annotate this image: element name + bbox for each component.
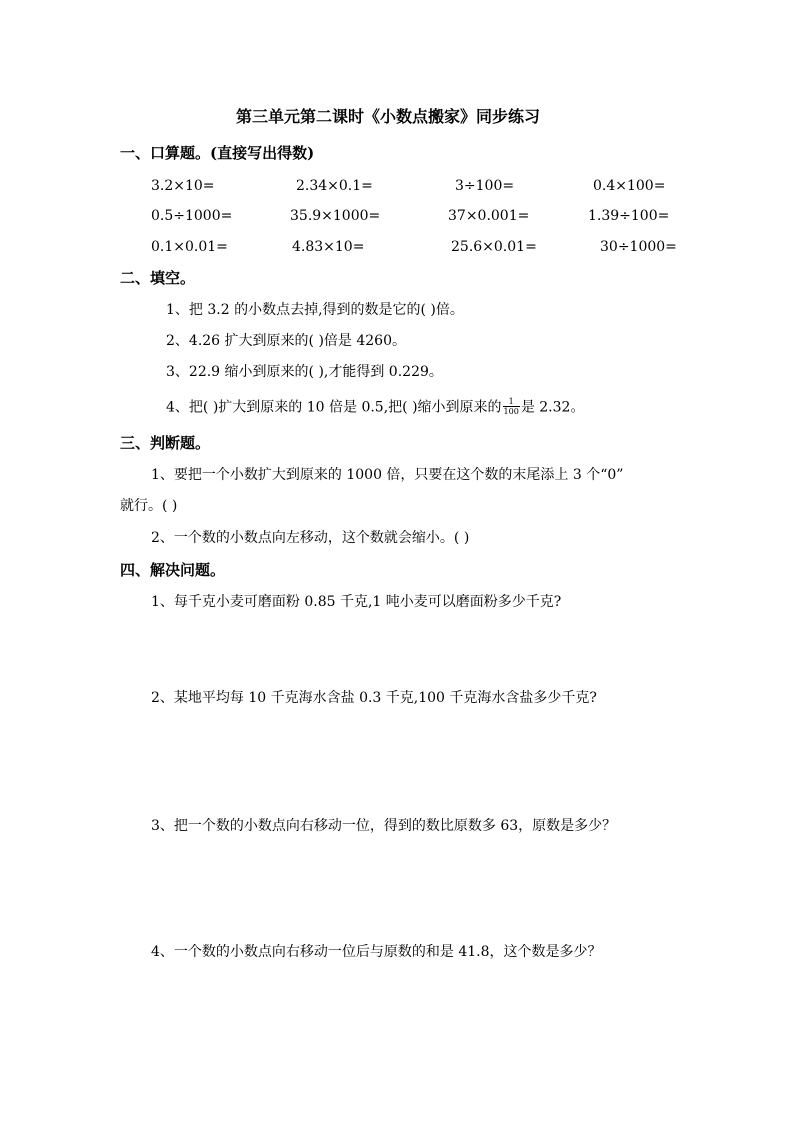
fraction-numerator: 1 [503, 397, 520, 407]
mental-math-item: 1.39÷100= [588, 208, 670, 224]
section-heading-fill-blank: 二、填空。 [120, 269, 196, 287]
mental-math-item: 0.5÷1000= [151, 208, 233, 224]
true-false-question-1-line-2: 就行。( ) [120, 498, 178, 514]
fill-blank-question-4-text-b: 是 2.32。 [520, 399, 585, 416]
word-problem-4: 4、一个数的小数点向右移动一位后与原数的和是 41.8，这个数是多少？ [151, 944, 602, 960]
fill-blank-question-2: 2、4.26 扩大到原来的( )倍是 4260。 [166, 333, 406, 349]
section-heading-true-false: 三、判断题。 [120, 434, 211, 452]
section-heading-word-problems: 四、解决问题。 [120, 561, 226, 579]
mental-math-item: 35.9×1000= [290, 208, 381, 224]
true-false-question-2: 2、一个数的小数点向左移动，这个数就会缩小。( ) [151, 530, 470, 546]
section-heading-mental-math: 一、口算题。(直接写出得数) [120, 144, 315, 162]
mental-math-item: 0.1×0.01= [151, 239, 228, 255]
word-problem-2: 2、某地平均每 10 千克海水含盐 0.3 千克,100 千克海水含盐多少千克? [151, 690, 597, 706]
word-problem-3: 3、把一个数的小数点向右移动一位，得到的数比原数多 63，原数是多少？ [151, 818, 617, 834]
mental-math-item: 2.34×0.1= [296, 178, 373, 194]
mental-math-item: 3.2×10= [151, 178, 215, 194]
mental-math-item: 3÷100= [455, 178, 515, 194]
mental-math-item: 30÷1000= [600, 239, 677, 255]
mental-math-item: 37×0.001= [448, 208, 530, 224]
fill-blank-question-4 [166, 398, 584, 417]
mental-math-item: 4.83×10= [292, 239, 365, 255]
fill-blank-question-4-text-a: 4、把( )扩大到原来的 10 倍是 0.5,把( )缩小到原来的 [166, 399, 502, 416]
fill-blank-question-1: 1、把 3.2 的小数点去掉,得到的数是它的( )倍。 [166, 302, 464, 318]
page-title: 第三单元第二课时《小数点搬家》同步练习 [236, 107, 541, 126]
mental-math-item: 25.6×0.01= [451, 239, 537, 255]
fraction-denominator: 100 [503, 407, 519, 416]
fill-blank-question-3: 3、22.9 缩小到原来的( ),才能得到 0.229。 [166, 364, 443, 380]
word-problem-1: 1、每千克小麦可磨面粉 0.85 千克,1 吨小麦可以磨面粉多少千克? [151, 594, 562, 610]
mental-math-item: 0.4×100= [593, 178, 666, 194]
fraction-one-hundredth [503, 397, 520, 416]
true-false-question-1-line-1: 1、要把一个小数扩大到原来的 1000 倍，只要在这个数的末尾添上 3 个“0” [151, 467, 624, 483]
